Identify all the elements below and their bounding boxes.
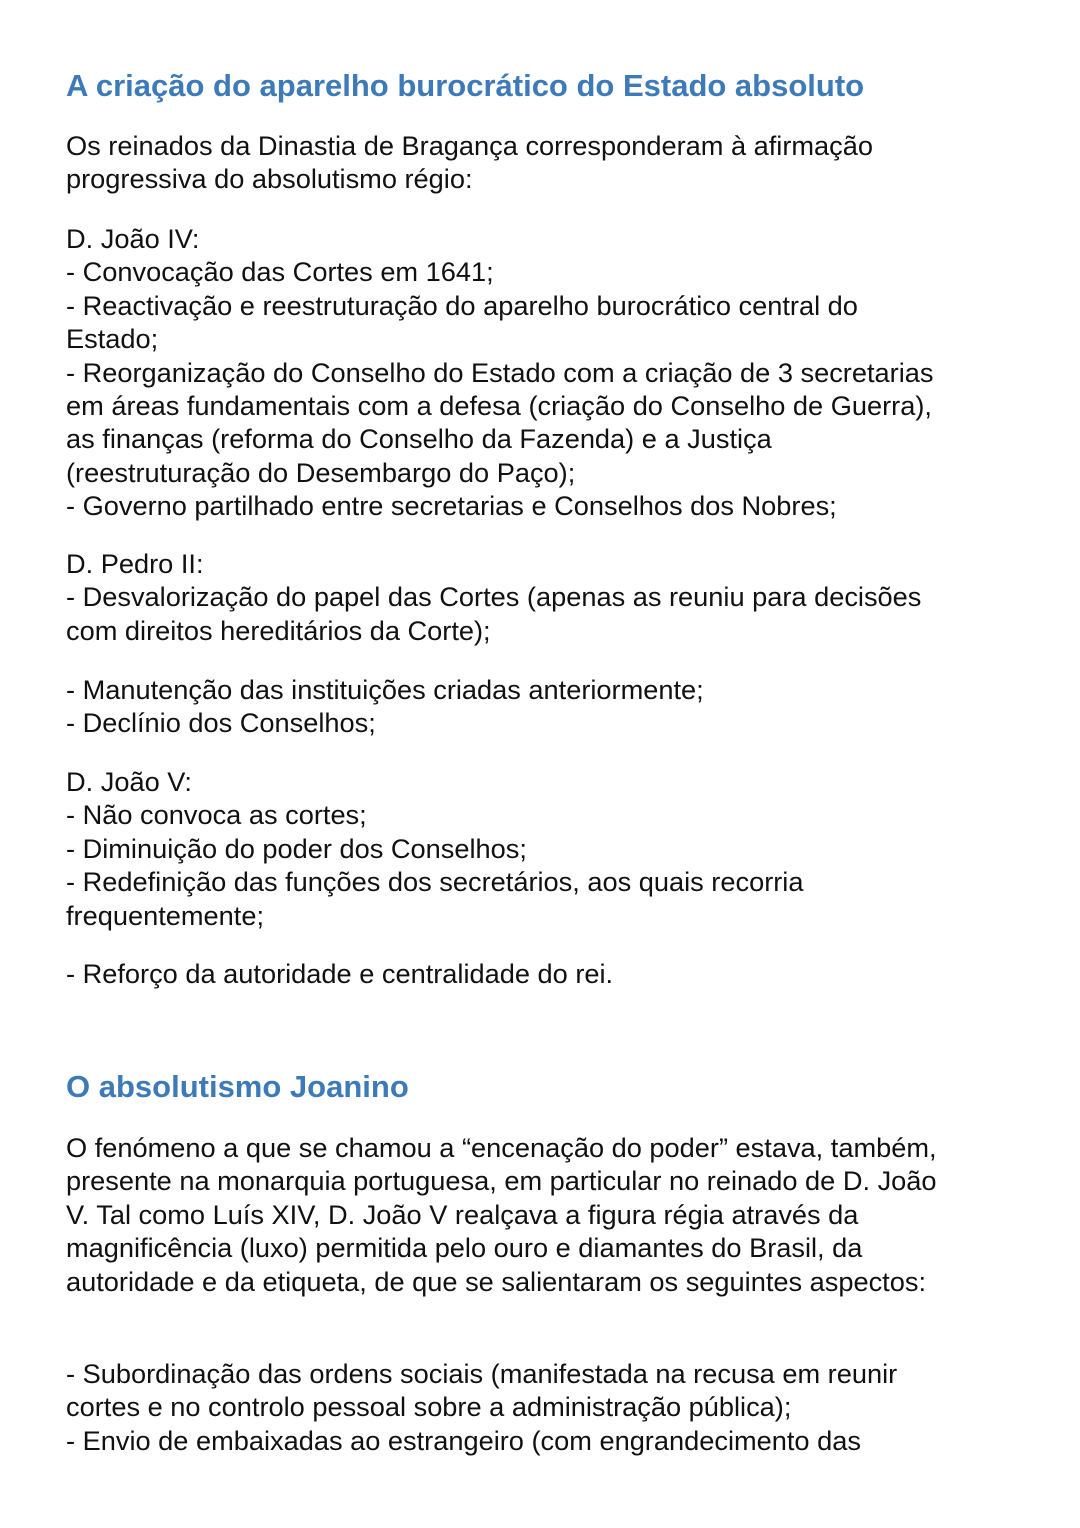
text-line: Os reinados da Dinastia de Bragança corresponderam à afirmação — [66, 130, 873, 161]
list-item: - Governo partilhado entre secretarias e Conselhos dos Nobres; — [66, 490, 837, 522]
text-line: magnificência (luxo) permitida pelo ouro e diamantes do Brasil, da — [66, 1232, 863, 1264]
reign-block-pedro-ii — [66, 547, 1016, 647]
list-item: - Diminuição do poder dos Conselhos; — [66, 832, 527, 864]
list-item: - Declínio dos Conselhos; — [66, 707, 376, 739]
list-item: - Desvalorização do papel das Cortes (apenas as reuniu para decisões — [66, 581, 922, 613]
list-item: cortes e no controlo pessoal sobre a administração pública); — [66, 1391, 792, 1423]
list-item: com direitos hereditários da Corte); — [66, 614, 491, 646]
section-title-absolutismo-joanino: O absolutismo Joanino — [66, 1069, 409, 1104]
list-item: - Subordinação das ordens sociais (manifestada na recusa em reunir — [66, 1358, 898, 1389]
joanino-aspects-list — [66, 1357, 1016, 1457]
list-item: - Redefinição das funções dos secretários, aos quais recorria — [66, 866, 804, 898]
text-line: progressiva do absolutismo régio: — [66, 163, 473, 195]
section-title-aparelho-burocratico: A criação do aparelho burocrático do Estado absoluto — [66, 68, 865, 103]
reign-label: D. João V: — [66, 766, 192, 797]
joanino-paragraph — [66, 1131, 1016, 1298]
list-item: - Reactivação e reestruturação do aparelho burocrático central do — [66, 289, 858, 321]
list-item: - Reforço da autoridade e centralidade do rei. — [66, 958, 614, 989]
list-item: - Não convoca as cortes; — [66, 799, 367, 831]
text-line: autoridade e da etiqueta, de que se salientaram os seguintes aspectos: — [66, 1265, 927, 1297]
list-item: as finanças (reforma do Conselho da Fazenda) e a Justiça — [66, 423, 772, 455]
list-item: - Manutenção das instituições criadas anteriormente; — [66, 674, 704, 705]
list-item: frequentemente; — [66, 899, 264, 931]
list-item: Estado; — [66, 323, 159, 355]
list-item: - Convocação das Cortes em 1641; — [66, 256, 494, 288]
text-line: O fenómeno a que se chamou a “encenação do poder” estava, também, — [66, 1132, 937, 1163]
text-line: presente na monarquia portuguesa, em particular no reinado de D. João — [66, 1165, 937, 1197]
text-line: V. Tal como Luís XIV, D. João V realçava a figura régia através da — [66, 1198, 859, 1230]
list-item: - Envio de embaixadas ao estrangeiro (com engrandecimento das — [66, 1424, 861, 1456]
reign-block-joao-iv — [66, 222, 1016, 523]
reign-block-joao-v-continued — [66, 957, 1016, 990]
reign-block-joao-v — [66, 765, 1016, 932]
reign-block-pedro-ii-continued — [66, 673, 1016, 740]
reign-label: D. Pedro II: — [66, 548, 204, 579]
reign-label: D. João IV: — [66, 223, 200, 254]
intro-paragraph — [66, 129, 1016, 196]
list-item: (reestruturação do Desembargo do Paço); — [66, 456, 576, 488]
list-item: - Reorganização do Conselho do Estado com a criação de 3 secretarias — [66, 356, 934, 388]
list-item: em áreas fundamentais com a defesa (criação do Conselho de Guerra), — [66, 389, 932, 421]
